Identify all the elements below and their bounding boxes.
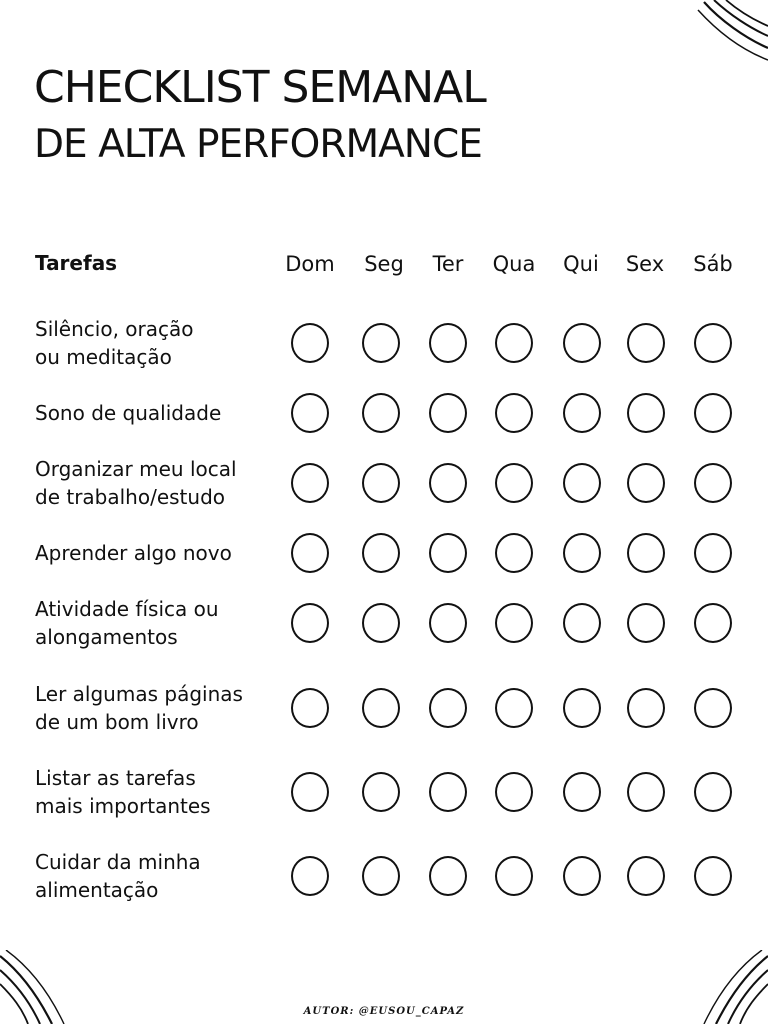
task-label-line-1: Silêncio, oração [35,317,194,341]
day-header-sab: Sáb [693,252,733,276]
task-label-line-1: Sono de qualidade [35,401,222,425]
author-credit: AUTOR: @EUSOU_CAPAZ [303,1006,465,1017]
checkbox-circle-sab[interactable] [694,393,732,433]
checkbox-circle-ter[interactable] [429,603,467,643]
checkbox-circle-qui[interactable] [563,393,601,433]
checkbox-circle-sex[interactable] [627,772,665,812]
title-line-2: DE ALTA PERFORMANCE [34,122,482,167]
title-line-1: CHECKLIST SEMANAL [34,62,486,113]
checkbox-circle-qua[interactable] [495,688,533,728]
task-label-line-1: Cuidar da minha [35,850,201,874]
checkbox-circle-dom[interactable] [291,463,329,503]
checkbox-circle-dom[interactable] [291,393,329,433]
day-header-ter: Ter [432,252,464,276]
checkbox-circle-qui[interactable] [563,323,601,363]
checkbox-circle-seg[interactable] [362,688,400,728]
checkbox-circle-sex[interactable] [627,603,665,643]
checkbox-circle-qua[interactable] [495,533,533,573]
checkbox-circle-sab[interactable] [694,463,732,503]
checkbox-circle-dom[interactable] [291,603,329,643]
checkbox-circle-seg[interactable] [362,856,400,896]
checkbox-circle-qui[interactable] [563,463,601,503]
task-label-line-1: Listar as tarefas [35,766,196,790]
task-label-line-2: de um bom livro [35,710,199,734]
checkbox-circle-qui[interactable] [563,533,601,573]
checkbox-circle-sab[interactable] [694,533,732,573]
task-label-line-2: de trabalho/estudo [35,485,226,509]
checkbox-circle-sab[interactable] [694,856,732,896]
checkbox-circle-ter[interactable] [429,772,467,812]
day-header-dom: Dom [285,252,335,276]
checkbox-circle-sab[interactable] [694,323,732,363]
day-header-qua: Qua [492,252,536,276]
task-label [35,455,275,511]
task-label [35,399,275,427]
checkbox-circle-qui[interactable] [563,856,601,896]
task-label-line-2: alongamentos [35,625,178,649]
day-header-sex: Sex [625,252,665,276]
checkbox-circle-dom[interactable] [291,856,329,896]
checkbox-circle-seg[interactable] [362,533,400,573]
checkbox-circle-ter[interactable] [429,393,467,433]
checkbox-circle-ter[interactable] [429,323,467,363]
checkbox-circle-seg[interactable] [362,772,400,812]
task-label [35,848,275,904]
checkbox-circle-dom[interactable] [291,323,329,363]
checkbox-circle-seg[interactable] [362,603,400,643]
task-label-line-2: ou meditação [35,345,172,369]
checkbox-circle-qui[interactable] [563,603,601,643]
task-label-line-2: mais importantes [35,794,211,818]
checkbox-circle-sab[interactable] [694,772,732,812]
checkbox-circle-sex[interactable] [627,393,665,433]
day-header-seg: Seg [364,252,404,276]
task-label [35,680,275,736]
checkbox-circle-seg[interactable] [362,323,400,363]
corner-decoration-top-right [690,0,768,70]
task-label-line-1: Atividade física ou [35,597,219,621]
checkbox-circle-dom[interactable] [291,772,329,812]
checkbox-circle-seg[interactable] [362,393,400,433]
task-label [35,764,275,820]
checkbox-circle-sex[interactable] [627,323,665,363]
checkbox-circle-ter[interactable] [429,463,467,503]
day-header-qui: Qui [563,252,599,276]
task-label [35,315,275,371]
checkbox-circle-qui[interactable] [563,772,601,812]
tasks-column-header: Tarefas [35,251,118,275]
checkbox-circle-qua[interactable] [495,323,533,363]
checkbox-circle-sex[interactable] [627,856,665,896]
checkbox-circle-sex[interactable] [627,688,665,728]
checkbox-circle-sex[interactable] [627,463,665,503]
task-label-line-2: alimentação [35,878,159,902]
task-label [35,595,275,651]
task-label-line-1: Organizar meu local [35,457,237,481]
checkbox-circle-qua[interactable] [495,463,533,503]
task-label-line-1: Ler algumas páginas [35,682,243,706]
checkbox-circle-ter[interactable] [429,533,467,573]
checkbox-circle-seg[interactable] [362,463,400,503]
task-label [35,539,275,567]
checkbox-circle-sab[interactable] [694,688,732,728]
checkbox-circle-ter[interactable] [429,856,467,896]
checkbox-circle-qui[interactable] [563,688,601,728]
checkbox-circle-qua[interactable] [495,856,533,896]
checkbox-circle-sex[interactable] [627,533,665,573]
checkbox-circle-ter[interactable] [429,688,467,728]
checkbox-circle-sab[interactable] [694,603,732,643]
checkbox-circle-qua[interactable] [495,393,533,433]
task-label-line-1: Aprender algo novo [35,541,232,565]
checkbox-circle-qua[interactable] [495,772,533,812]
checkbox-circle-dom[interactable] [291,533,329,573]
checkbox-circle-dom[interactable] [291,688,329,728]
checkbox-circle-qua[interactable] [495,603,533,643]
